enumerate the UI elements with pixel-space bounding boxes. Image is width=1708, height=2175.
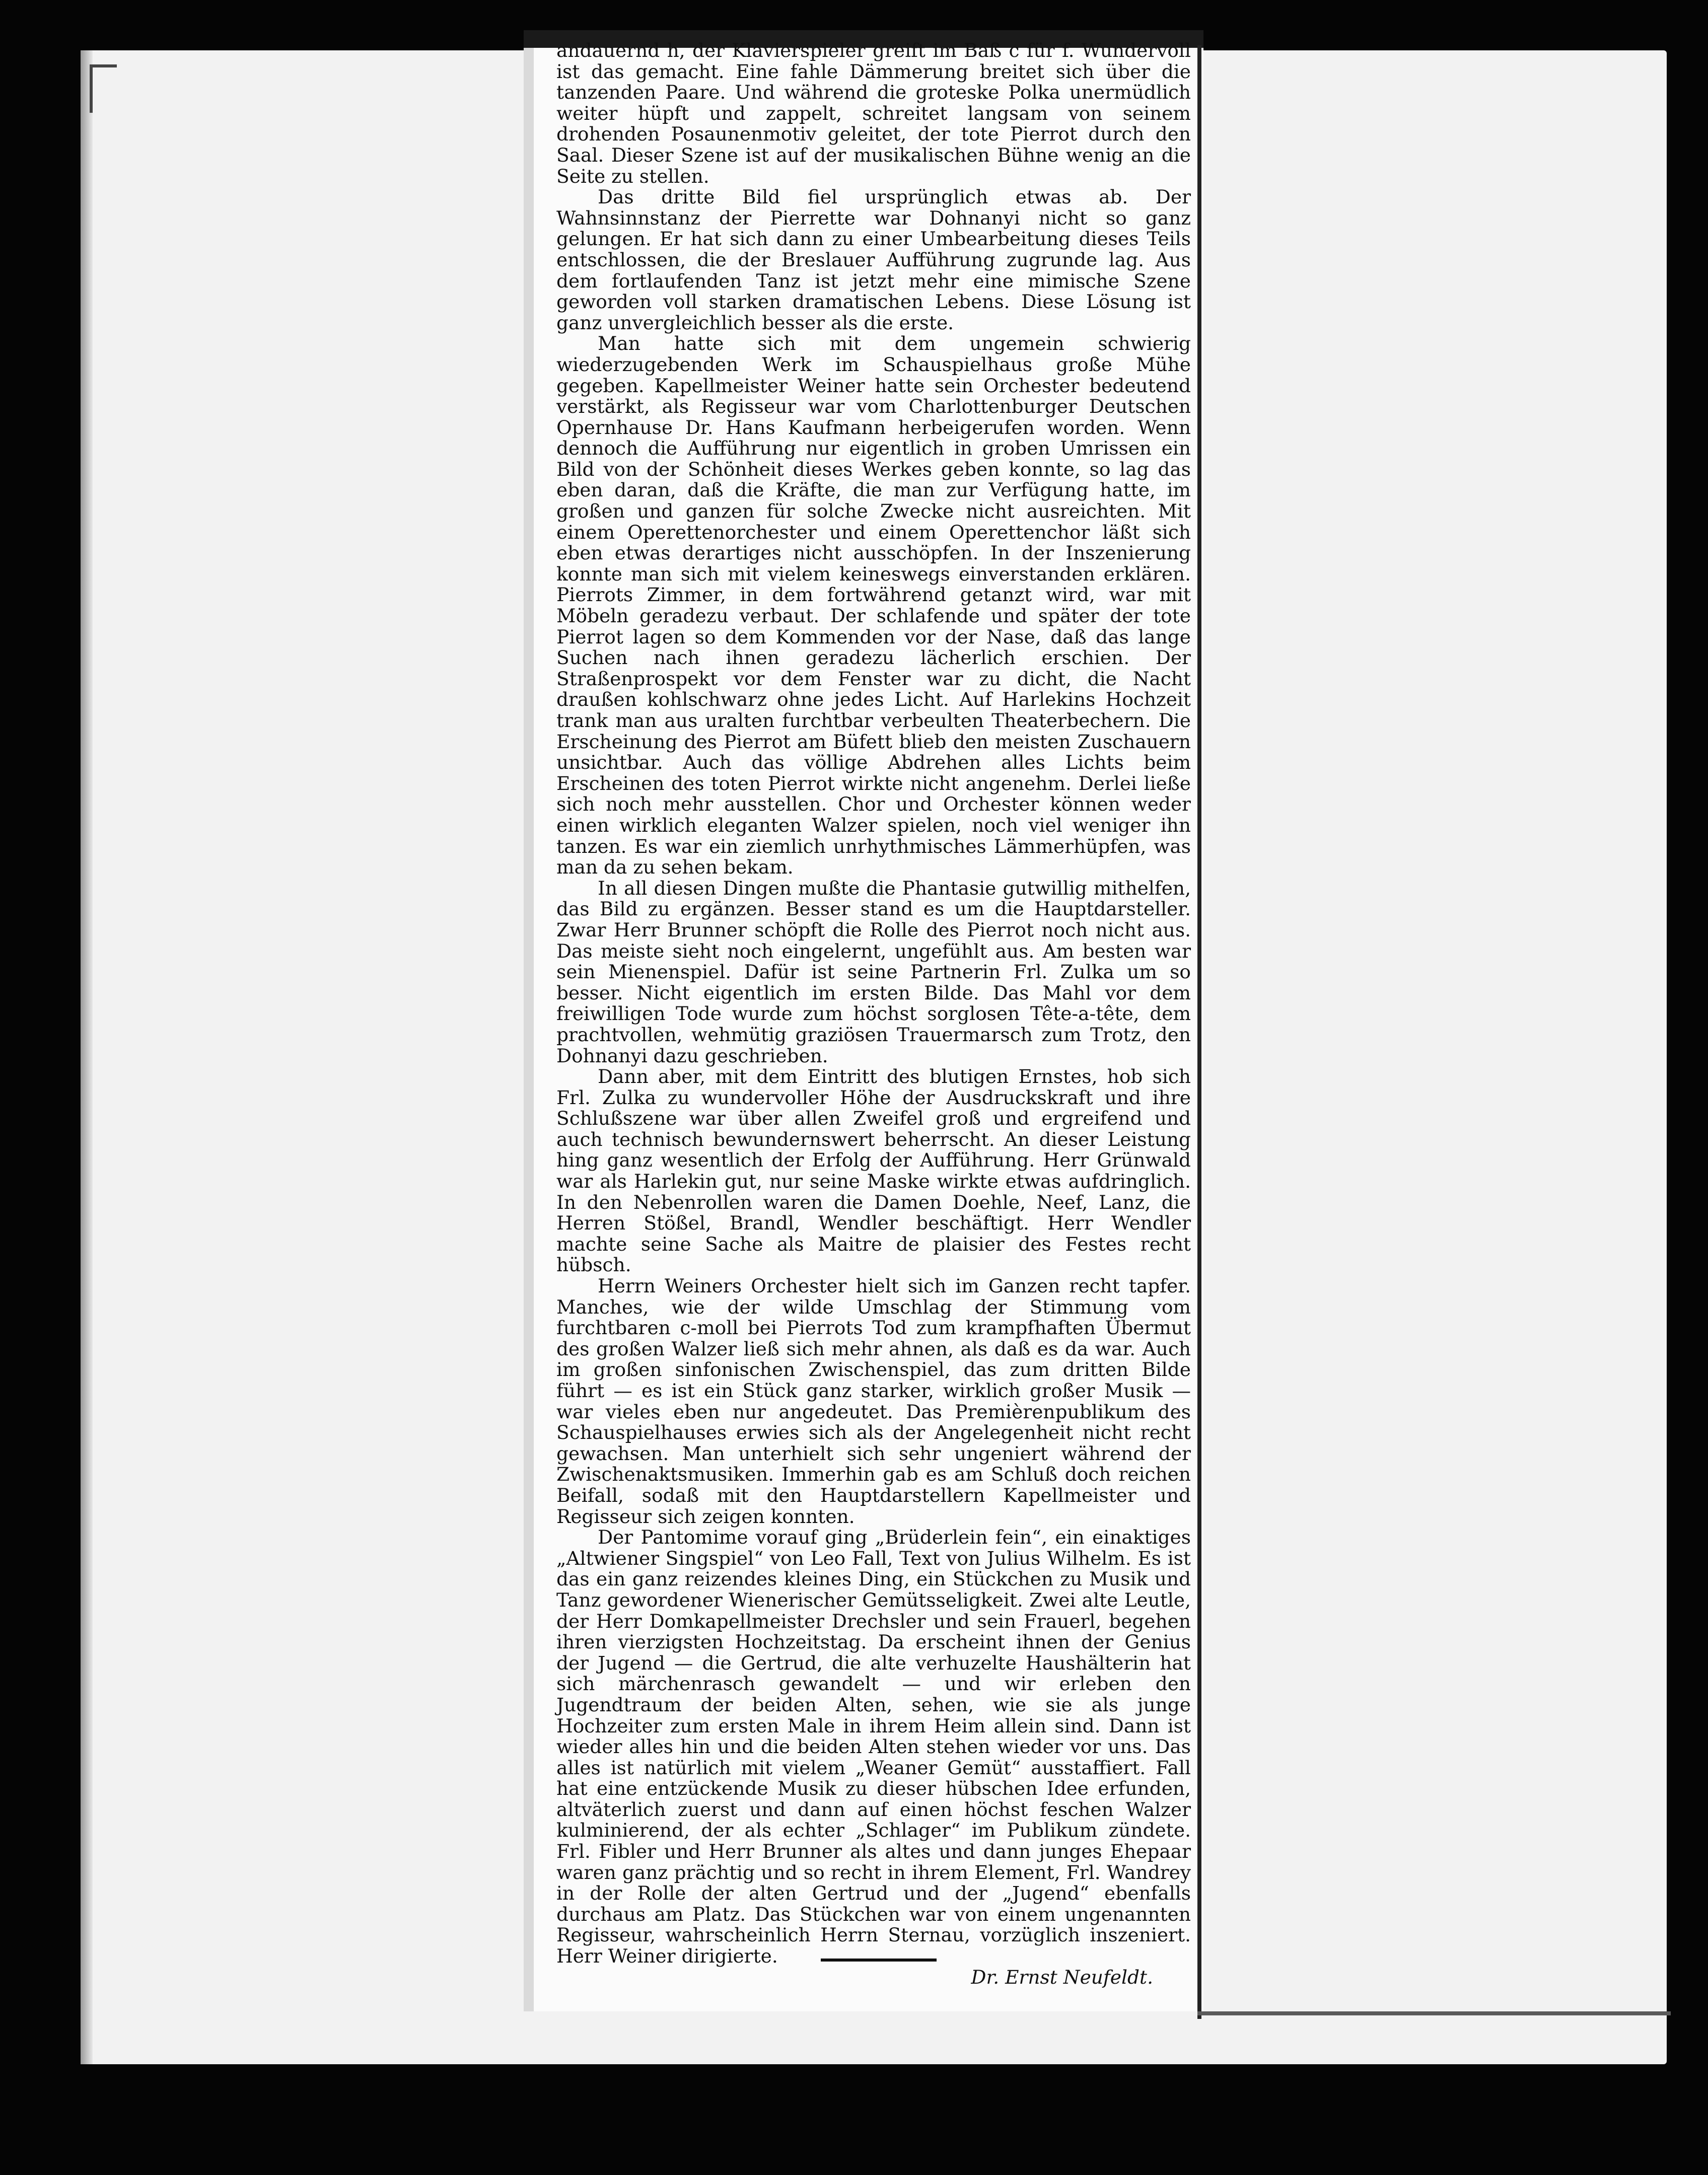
clipping-right-edge — [1197, 45, 1201, 2019]
paragraph-7: Der Pantomime vorauf ging „Brüderlein fein“, ein einaktiges „Altwiener Singspiel“ von Leo Fall, Text von Julius Wilhelm. Es ist das ein ganz reizendes kleines Ding, ein Stückchen zu Musik und Tanz gewordener Wienerischer Gemütsseligkeit. Zwei alte Leutle, der Herr Domkapellmeister Drechsler und sein Frauerl, begehen ihren vierzigsten Hochzeitstag. Da erscheint ihnen der Genius der Jugend — die Gertrud, die alte verhuzelte Haushälterin hat sich märchenrasch gewandelt — und wir erleben den Jugendtraum der beiden Alten, sehen, wie sie als junge Hochzeiter zum ersten Male in ihrem Heim allein sind. Dann ist wieder alles hin und die beiden Alten stehen wieder vor uns. Das alles ist natürlich mit vielem „Weaner Gemüt“ ausstaffiert. Fall hat eine entzückende Musik zu dieser hübschen Idee erfunden, altväterlich zuerst und dann auf einen höchst feschen Walzer kulminierend, der als echter „Schlager“ im Publikum zündete. Frl. Fibler und Herr Brunner als altes und dann junges Ehepaar waren ganz prächtig und so recht in ihrem Element, Frl. Wandrey in der Rolle der alten Gertrud und der „Jugend“ ebenfalls durchaus am Platz. Das Stückchen war von einem ungenannten Regisseur, wahrscheinlich Herrn Sternau, vorzüglich inszeniert. Herr Weiner dirigierte. — [556, 1526, 1191, 1968]
paragraph-4: In all diesen Dingen mußte die Phantasie gutwillig mithelfen, das Bild zu ergänzen. Besser stand es um die Hauptdarsteller. Zwar Herr Brunner schöpft die Rolle des Pierrot noch nicht aus. Das meiste sieht noch eingelernt, ungefühlt aus. Am besten war sein Mienenspiel. Dafür ist seine Partnerin Frl. Zulka um so besser. Nicht eigentlich im ersten Bilde. Das Mahl vor dem freiwilligen Tode wurde zum höchst sorglosen Tête-a-tête, dem prachtvollen, wehmütig graziösen Trauermarsch zum Trotz, den Dohnanyi dazu geschrieben. — [556, 877, 1191, 1067]
paragraph-1: andauernd h, der Klavierspieler greift im Baß c für f. Wundervoll ist das gemacht. Eine fahle Dämmerung breitet sich über die tanzenden Paare. Und während die groteske Polka unermüdlich weiter hüpft und zappelt, schreitet langsam von seinem drohenden Posaunenmotiv geleitet, der tote Pierrot durch den Saal. Dieser Szene ist auf der musikalischen Bühne wenig an die Seite zu stellen. — [556, 39, 1191, 187]
end-rule — [821, 1959, 937, 1962]
paragraph-3: Man hatte sich mit dem ungemein schwierig wiederzugebenden Werk im Schauspielhaus große Mühe gegeben. Kapellmeister Weiner hatte sein Orchester bedeutend verstärkt, als Regisseur war vom Charlottenburger Deutschen Opernhause Dr. Hans Kaufmann herbeigerufen worden. Wenn dennoch die Aufführung nur eigentlich in groben Umrissen ein Bild von der Schönheit dieses Werkes geben konnte, so lag das eben daran, daß die Kräfte, die man zur Verfügung hatte, im großen und ganzen für solche Zwecke nicht ausreichten. Mit einem Operettenorchester und einem Operettenchor läßt sich eben etwas derartiges nicht ausschöpfen. In der Inszenierung konnte man sich mit vielem keineswegs einverstanden erklären. Pierrots Zimmer, in dem fortwährend getanzt wird, war mit Möbeln geradezu verbaut. Der schlafende und später der tote Pierrot lagen so dem Kommenden vor der Nase, daß das lange Suchen nach ihnen geradezu lächerlich erschien. Der Straßenprospekt vor dem Fenster war zu dicht, die Nacht draußen kohlschwarz ohne jedes Licht. Auf Harlekins Hochzeit trank man aus uralten furchtbar verbeulten Theaterbechern. Die Erscheinung des Pierrot am Büfett blieb den meisten Zuschauern unsichtbar. Auch das völlige Abdrehen alles Lichts beim Erscheinen des toten Pierrot wirkte nicht angenehm. Derlei ließe sich noch mehr ausstellen. Chor und Orchester können weder einen wirklich eleganten Walzer spielen, noch viel weniger ihn tanzen. Es war ein ziemlich unrhythmisches Lämmerhüpfen, was man da zu sehen bekam. — [556, 332, 1191, 879]
sheet-edge — [81, 50, 93, 2064]
paragraph-6: Herrn Weiners Orchester hielt sich im Ganzen recht tapfer. Manches, wie der wilde Umschlag der Stimmung vom furchtbaren c-moll bei Pierrots Tod zum krampfhaften Übermut des großen Walzer ließ sich mehr ahnen, als daß es da war. Auch im großen sinfonischen Zwischenspiel, das zum dritten Bilde führt — es ist ein Stück ganz starker, wirklich großer Musik — war vieles eben nur angedeutet. Das Premièrenpublikum des Schauspielhauses erwies sich als der Angelegenheit nicht recht gewachsen. Man unterhielt sich sehr ungeniert während der Zwischenaktsmusiken. Immerhin gab es am Schluß doch reichen Beifall, sodaß mit den Hauptdarstellern Kapellmeister und Regisseur sich zeigen konnten. — [556, 1275, 1191, 1528]
signature: Dr. Ernst Neufeldt. — [971, 1966, 1153, 1988]
clipping-bottom-edge — [1197, 2011, 1671, 2015]
clipping-left-edge — [524, 48, 534, 2011]
corner-mark — [90, 64, 117, 113]
paragraph-5: Dann aber, mit dem Eintritt des blutigen Ernstes, hob sich Frl. Zulka zu wundervoller Höhe der Ausdruckskraft und ihre Schlußszene war über allen Zweifel groß und ergreifend und auch technisch bewundernswert beherrscht. An dieser Leistung hing ganz wesentlich der Erfolg der Aufführung. Herr Grünwald war als Harlekin gut, nur seine Maske wirkte etwas aufdringlich. In den Nebenrollen waren die Damen Doehle, Neef, Lanz, die Herren Stößel, Brandl, Wendler beschäftigt. Herr Wendler machte seine Sache als Maitre de plaisier des Festes recht hübsch. — [556, 1065, 1191, 1276]
article-text — [556, 40, 1191, 1988]
paragraph-2: Das dritte Bild fiel ursprünglich etwas ab. Der Wahnsinnstanz der Pierrette war Dohnanyi nicht so ganz gelungen. Er hat sich dann zu einer Umbearbeitung dieses Teils entschlossen, die der Breslauer Aufführung zugrunde lag. Aus dem fortlaufenden Tanz ist jetzt mehr eine mimische Szene geworden voll starken dramatischen Lebens. Diese Lösung ist ganz unvergleichlich besser als die erste. — [556, 186, 1191, 334]
